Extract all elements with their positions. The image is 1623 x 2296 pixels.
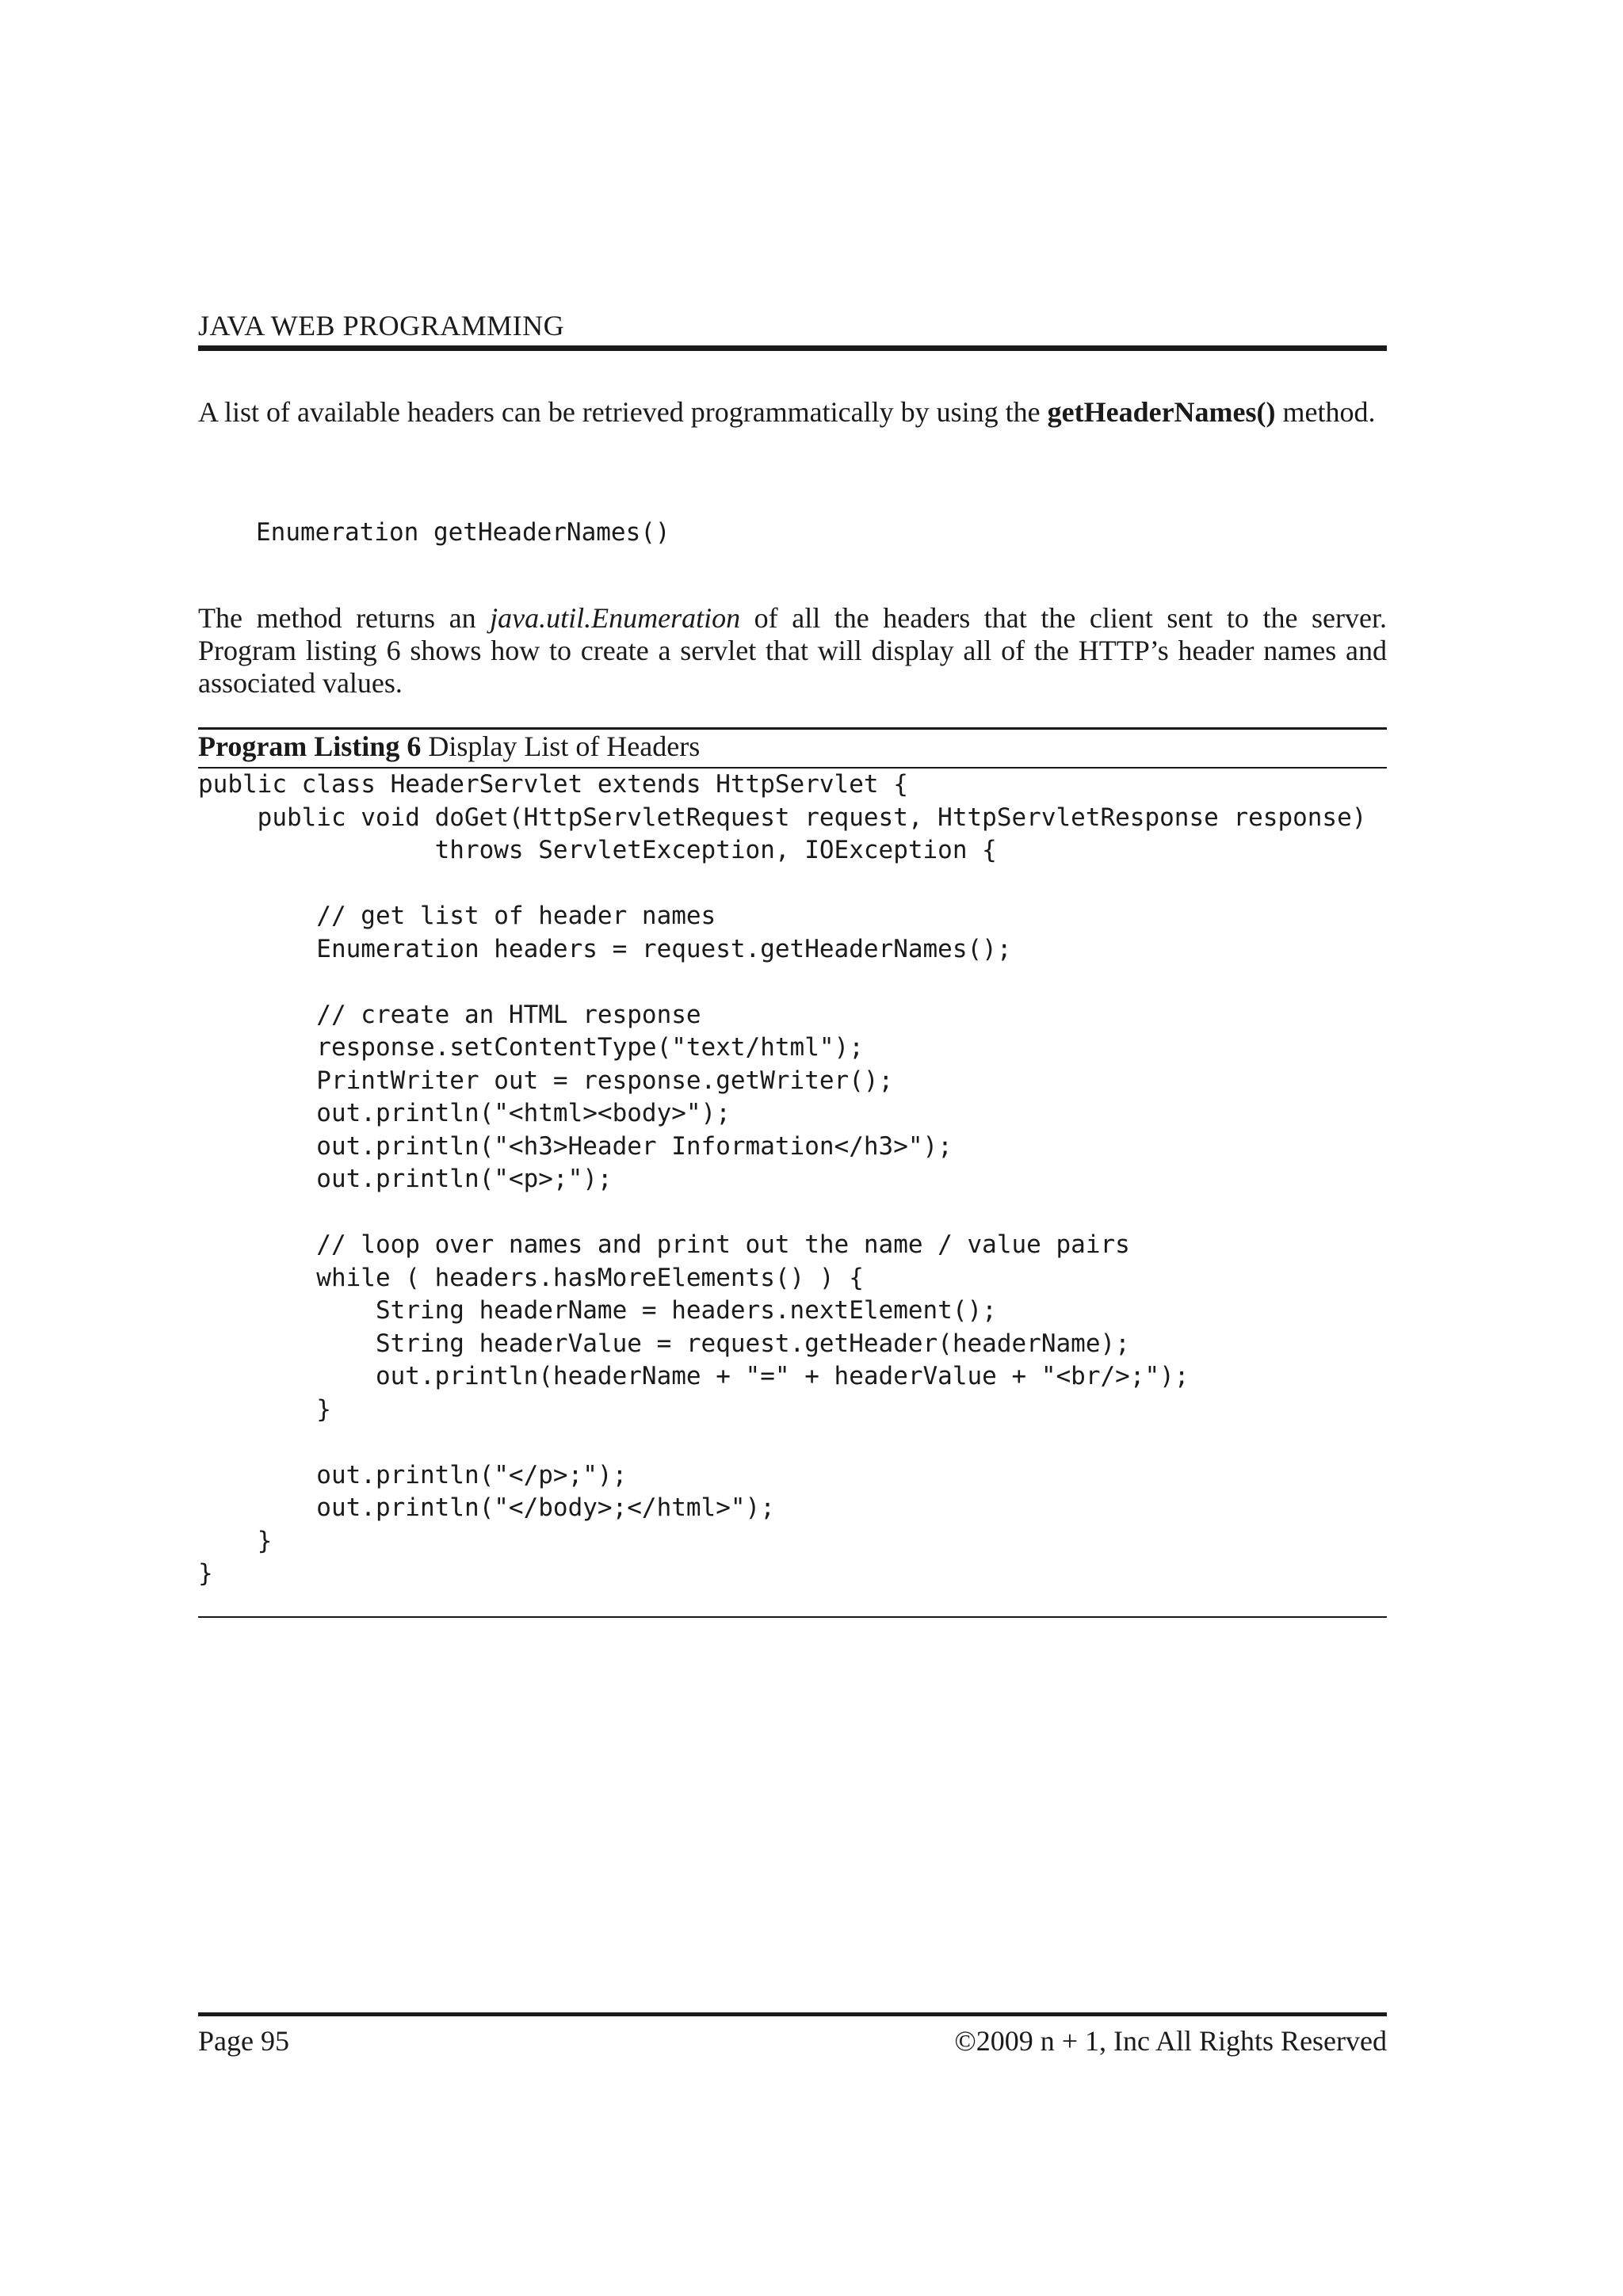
class-name: java.util.Enumeration: [490, 602, 741, 634]
page-number: Page 95: [198, 2025, 289, 2057]
paragraph-description: [198, 602, 1387, 700]
footer-rule: [198, 2012, 1387, 2016]
listing-title: Display List of Headers: [428, 730, 701, 762]
code-line: // get list of header names: [198, 902, 716, 930]
running-header: JAVA WEB PROGRAMMING: [198, 310, 565, 341]
code-line: [198, 868, 1387, 901]
code-line: // create an HTML response: [198, 1000, 701, 1029]
code-line: String headerName = headers.nextElement();: [198, 1296, 997, 1325]
code-line: }: [198, 1394, 331, 1424]
code-line: [198, 1426, 1387, 1459]
code-line: }: [198, 1559, 213, 1588]
paragraph-intro-text-before: A list of available headers can be retrieved programmatically by using the: [198, 396, 1048, 428]
paragraph-description-text-after: of all the headers that the client sent to the server. Program listing 6 shows how to create a servlet that will display all of the HTTP’s header names and associated values.: [198, 602, 1387, 699]
paragraph-intro-text-after: method.: [1275, 396, 1376, 428]
code-line: out.println("<html><body>");: [198, 1099, 731, 1127]
listing-caption: [198, 730, 1387, 763]
code-line: throws ServletException, IOException {: [198, 836, 997, 864]
code-line: out.println("</p>;");: [198, 1460, 628, 1489]
header-rule: [198, 345, 1387, 351]
code-line: // loop over names and print out the name / value pairs: [198, 1230, 1130, 1259]
paragraph-intro: [198, 396, 1387, 429]
code-line: public class HeaderServlet extends HttpServlet {: [198, 770, 908, 799]
copyright-notice: ©2009 n + 1, Inc All Rights Reserved: [954, 2025, 1387, 2057]
listing-top-rule: [198, 727, 1387, 730]
method-signature: Enumeration getHeaderNames(): [256, 518, 670, 547]
code-line: PrintWriter out = response.getWriter();: [198, 1066, 894, 1095]
listing-label: Program Listing 6: [198, 730, 422, 762]
code-line: Enumeration headers = request.getHeaderNames();: [198, 934, 1012, 963]
code-line: public void doGet(HttpServletRequest request, HttpServletResponse response): [198, 803, 1367, 832]
listing-bottom-rule: [198, 1616, 1387, 1618]
code-line: out.println("</body>;</html>");: [198, 1493, 775, 1522]
code-line: [198, 1196, 1387, 1230]
code-line: while ( headers.hasMoreElements() ) {: [198, 1263, 864, 1292]
method-name: getHeaderNames(): [1047, 396, 1276, 428]
code-line: out.println(headerName + "=" + headerValue + "<br/>;");: [198, 1362, 1190, 1390]
paragraph-description-text-before: The method returns an: [198, 602, 491, 634]
code-line: out.println("<h3>Header Information</h3>");: [198, 1131, 953, 1161]
code-line: }: [198, 1526, 273, 1555]
code-listing: [198, 769, 1387, 1591]
code-line: response.setContentType("text/html");: [198, 1033, 864, 1062]
code-line: out.println("<p>;");: [198, 1165, 613, 1193]
code-line: [198, 966, 1387, 999]
code-line: String headerValue = request.getHeader(headerName);: [198, 1329, 1130, 1358]
